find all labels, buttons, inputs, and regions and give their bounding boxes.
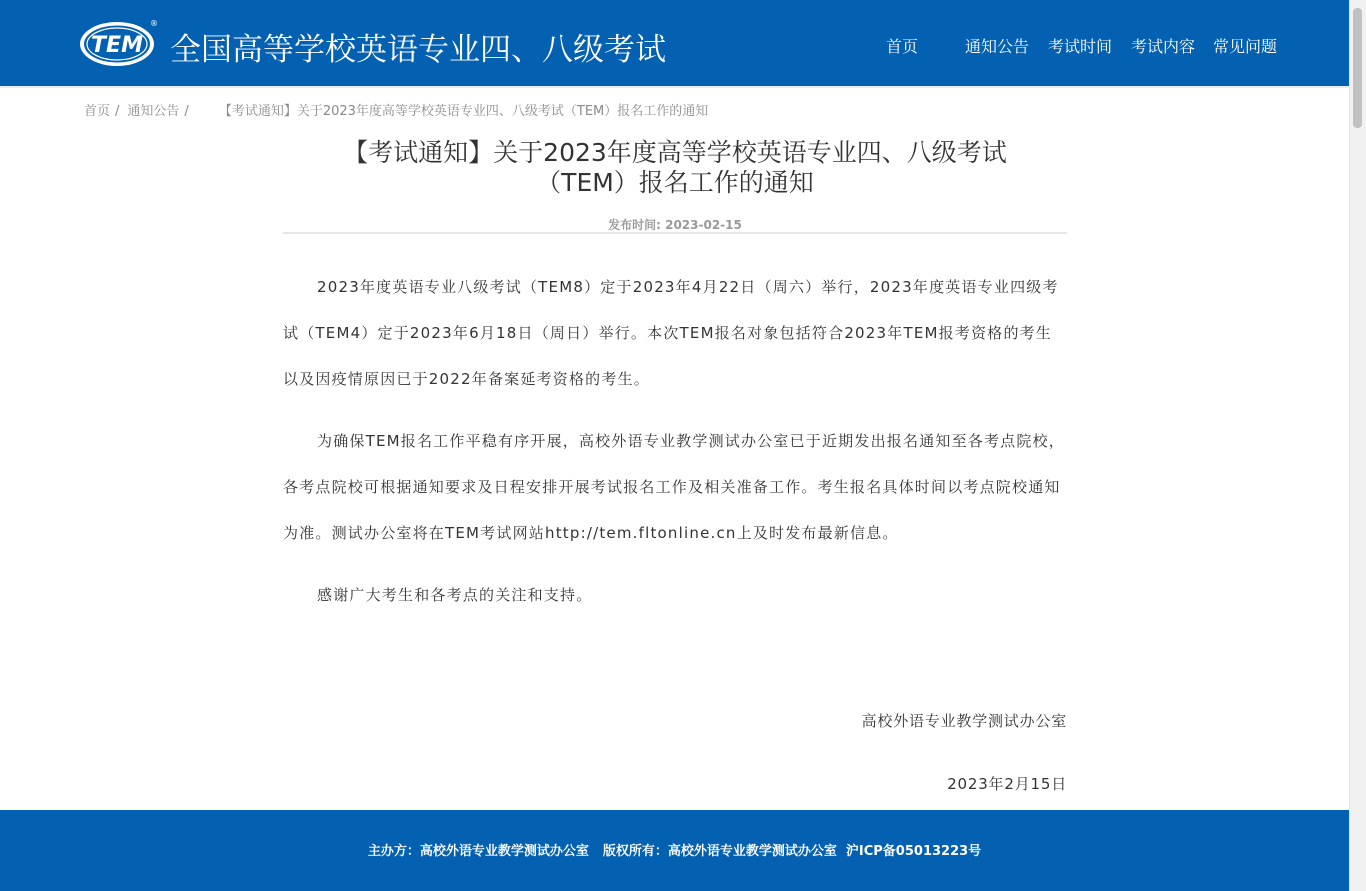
vertical-scrollbar[interactable]: [1349, 0, 1366, 891]
signature-office: 高校外语专业教学测试办公室: [861, 712, 1067, 730]
signature-date: 2023年2月15日: [947, 775, 1067, 793]
breadcrumb-separator: /: [115, 104, 120, 119]
site-header: [0, 0, 1349, 86]
article-title-line2: （TEM）报名工作的通知: [536, 168, 814, 197]
article-paragraph: 为确保TEM报名工作平稳有序开展，高校外语专业教学测试办公室已于近期发出报名通知至各考点院校，各考点院校可根据通知要求及日程安排开展考试报名工作及相关准备工作。考生报名具体时间以考点院校通知为准。测试办公室将在TEM考试网站http://tem.fltonline.cn上及时发布最新信息。: [283, 432, 1065, 542]
breadcrumb-notices[interactable]: 通知公告: [127, 104, 180, 119]
tem-logo-mark: [78, 18, 158, 68]
article-title-line1: 【考试通知】关于2023年度高等学校英语专业四、八级考试: [343, 138, 1007, 167]
registered-mark: ®: [150, 19, 158, 28]
breadcrumb-home[interactable]: 首页: [84, 104, 111, 119]
scrollbar-thumb[interactable]: [1353, 8, 1362, 128]
nav-faq[interactable]: 常见问题: [1213, 37, 1278, 56]
logo-text: TEM: [91, 33, 143, 58]
nav-notices[interactable]: 通知公告: [965, 37, 1030, 56]
footer-icp[interactable]: 沪ICP备05013223号: [845, 844, 982, 859]
header-divider: [0, 86, 1349, 88]
footer-organizer: 主办方：高校外语专业教学测试办公室: [367, 844, 589, 859]
footer-copyright: 版权所有：高校外语专业教学测试办公室: [602, 844, 837, 859]
title-divider: [283, 232, 1067, 234]
site-title[interactable]: 全国高等学校英语专业四、八级考试: [170, 32, 666, 68]
article-body: [283, 264, 1067, 634]
article-title: [283, 138, 1067, 198]
tem-logo[interactable]: [78, 18, 158, 68]
publish-date: 发布时间: 2023-02-15: [608, 218, 742, 232]
footer-text: [0, 840, 1349, 859]
breadcrumb-current: 【考试通知】关于2023年度高等学校英语专业四、八级考试（TEM）报名工作的通知: [218, 104, 709, 119]
article-paragraph: 2023年度英语专业八级考试（TEM8）定于2023年4月22日（周六）举行，2023年度英语专业四级考试（TEM4）定于2023年6月18日（周日）举行。本次TEM报名对象包括符合2023年TEM报考资格的考生以及因疫情原因已于2022年备案延考资格的考生。: [283, 278, 1059, 388]
article-paragraph: 感谢广大考生和各考点的关注和支持。: [317, 586, 593, 604]
nav-home[interactable]: 首页: [886, 37, 919, 56]
site-footer: [0, 810, 1349, 891]
nav-exam-time[interactable]: 考试时间: [1048, 37, 1113, 56]
nav-exam-content[interactable]: 考试内容: [1131, 37, 1196, 56]
breadcrumb-separator: /: [184, 104, 189, 119]
breadcrumb: [84, 100, 708, 119]
